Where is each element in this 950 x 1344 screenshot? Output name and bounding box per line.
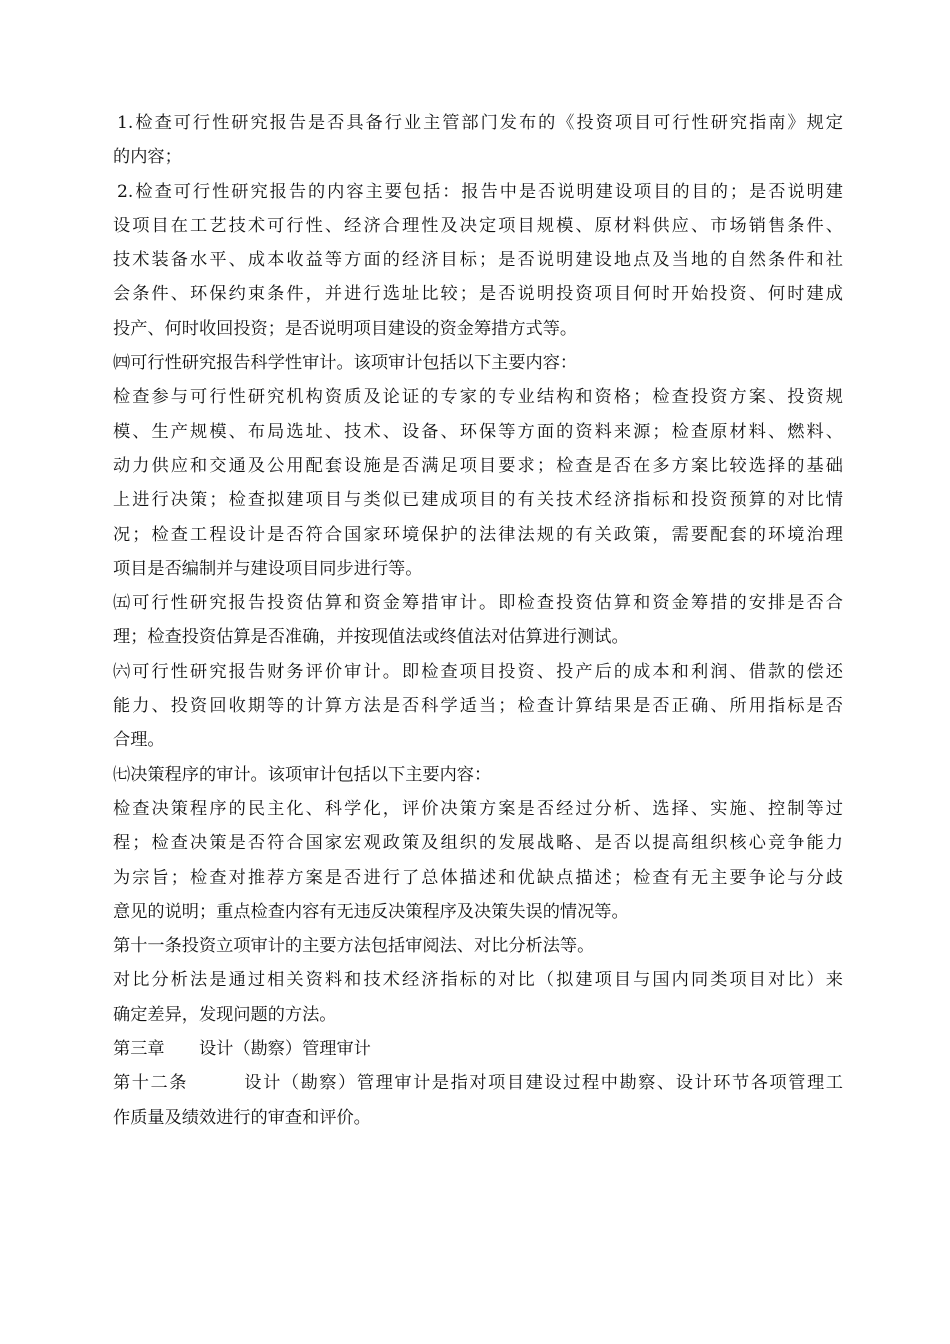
text-line: 理；检查投资估算是否准确，并按现值法或终值法对估算进行测试。	[113, 627, 629, 648]
text-line: 程；检查决策是否符合国家宏观政策及组织的发展战略、是否以提高组织核心竞争能力	[113, 833, 843, 854]
section-heading: ㈥可行性研究报告财务评价审计。即检查项目投资、投产后的成本和利润、借款的偿还	[113, 661, 843, 682]
text-line: 2.检查可行性研究报告的内容主要包括：报告中是否说明建设项目的目的；是否说明建	[117, 181, 843, 202]
text-line: 检查参与可行性研究机构资质及论证的专家的专业结构和资格；检查投资方案、投资规	[113, 387, 843, 408]
text-line: 1.检查可行性研究报告是否具备行业主管部门发布的《投资项目可行性研究指南》规定	[117, 113, 843, 133]
chapter-heading: 第三章 设计（勘察）管理审计	[113, 1039, 371, 1060]
section-heading: ㈤可行性研究报告投资估算和资金筹措审计。即检查投资估算和资金筹措的安排是否合	[113, 593, 843, 614]
article-heading: 第十一条投资立项审计的主要方法包括审阅法、对比分析法等。	[113, 936, 595, 957]
text-line: 合理。	[113, 730, 165, 751]
text-line: 项目是否编制并与建设项目同步进行等。	[113, 558, 423, 579]
text-line: 技术装备水平、成本收益等方面的经济目标；是否说明建设地点及当地的自然条件和社	[113, 250, 843, 271]
section-heading: ㈦决策程序的审计。该项审计包括以下主要内容：	[113, 764, 492, 785]
text-line: 能力、投资回收期等的计算方法是否科学适当；检查计算结果是否正确、所用指标是否	[113, 696, 843, 717]
text-line: 上进行决策；检查拟建项目与类似已建成项目的有关技术经济指标和投资预算的对比情	[113, 490, 843, 511]
text-line: 检查决策程序的民主化、科学化，评价决策方案是否经过分析、选择、实施、控制等过	[113, 798, 843, 819]
text-line: 动力供应和交通及公用配套设施是否满足项目要求；检查是否在多方案比较选择的基础	[113, 455, 843, 476]
text-line: 对比分析法是通过相关资料和技术经济指标的对比（拟建项目与国内同类项目对比）来	[113, 970, 843, 991]
text-line: 模、生产规模、布局选址、技术、设备、环保等方面的资料来源；检查原材料、燃料、	[113, 421, 843, 442]
text-line: 设项目在工艺技术可行性、经济合理性及决定项目规模、原材料供应、市场销售条件、	[113, 215, 843, 236]
text-line: 的内容；	[113, 147, 182, 168]
text-line: 意见的说明；重点检查内容有无违反决策程序及决策失误的情况等。	[113, 901, 629, 922]
text-line: 为宗旨；检查对推荐方案是否进行了总体描述和优缺点描述；检查有无主要争论与分歧	[113, 867, 843, 888]
text-line: 况；检查工程设计是否符合国家环境保护的法律法规的有关政策，需要配套的环境治理	[113, 524, 843, 545]
text-line: 确定差异，发现问题的方法。	[113, 1004, 337, 1025]
article-heading: 第十二条 设计（勘察）管理审计是指对项目建设过程中勘察、设计环节各项管理工	[113, 1073, 843, 1094]
section-heading: ㈣可行性研究报告科学性审计。该项审计包括以下主要内容：	[113, 353, 578, 374]
text-line: 投产、何时收回投资；是否说明项目建设的资金筹措方式等。	[113, 318, 578, 339]
text-line: 作质量及绩效进行的审查和评价。	[113, 1107, 371, 1128]
text-line: 会条件、环保约束条件，并进行选址比较；是否说明投资项目何时开始投资、何时建成	[113, 284, 843, 305]
document-body	[113, 106, 843, 1135]
